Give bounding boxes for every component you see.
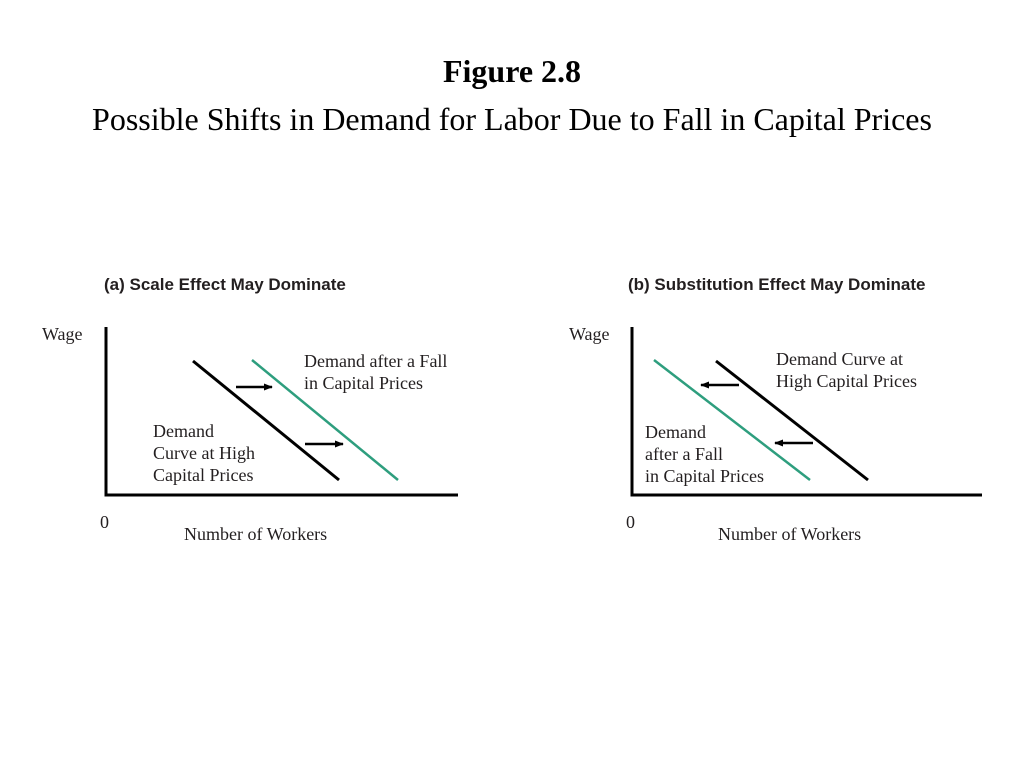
label-line: Demand (153, 421, 214, 441)
label-line: in Capital Prices (645, 466, 764, 486)
label-line: Curve at High (153, 443, 255, 463)
panel-a-axes (106, 327, 458, 495)
panel-a-x-axis-label: Number of Workers (184, 524, 328, 544)
panel-b-x-axis-label: Number of Workers (718, 524, 862, 544)
panel-a-origin-label: 0 (100, 512, 109, 532)
panel-b-title: (b) Substitution Effect May Dominate (628, 275, 926, 294)
label-line: Capital Prices (153, 465, 254, 485)
panel-a-title: (a) Scale Effect May Dominate (104, 275, 346, 294)
label-line: in Capital Prices (304, 373, 423, 393)
label-line: High Capital Prices (776, 371, 917, 391)
label-line: after a Fall (645, 444, 723, 464)
label-line: Demand (645, 422, 706, 442)
panel-a-y-axis-label: Wage (42, 324, 83, 344)
panel-a-demand-curve-fall (252, 360, 398, 480)
panel-a-demand-curve-high (193, 361, 339, 480)
panel-b-y-axis-label: Wage (569, 324, 610, 344)
panel-b-axes (632, 327, 982, 495)
panel-b-demand-curve-fall (654, 360, 810, 480)
figure-number: Figure 2.8 (442, 53, 582, 89)
label-line: Demand after a Fall (304, 351, 448, 371)
label-line: Demand Curve at (776, 349, 903, 369)
figure-caption: Possible Shifts in Demand for Labor Due to Fall in Capital Prices (92, 101, 932, 137)
panel-b-demand-curve-high (716, 361, 868, 480)
panel-b-origin-label: 0 (626, 512, 635, 532)
